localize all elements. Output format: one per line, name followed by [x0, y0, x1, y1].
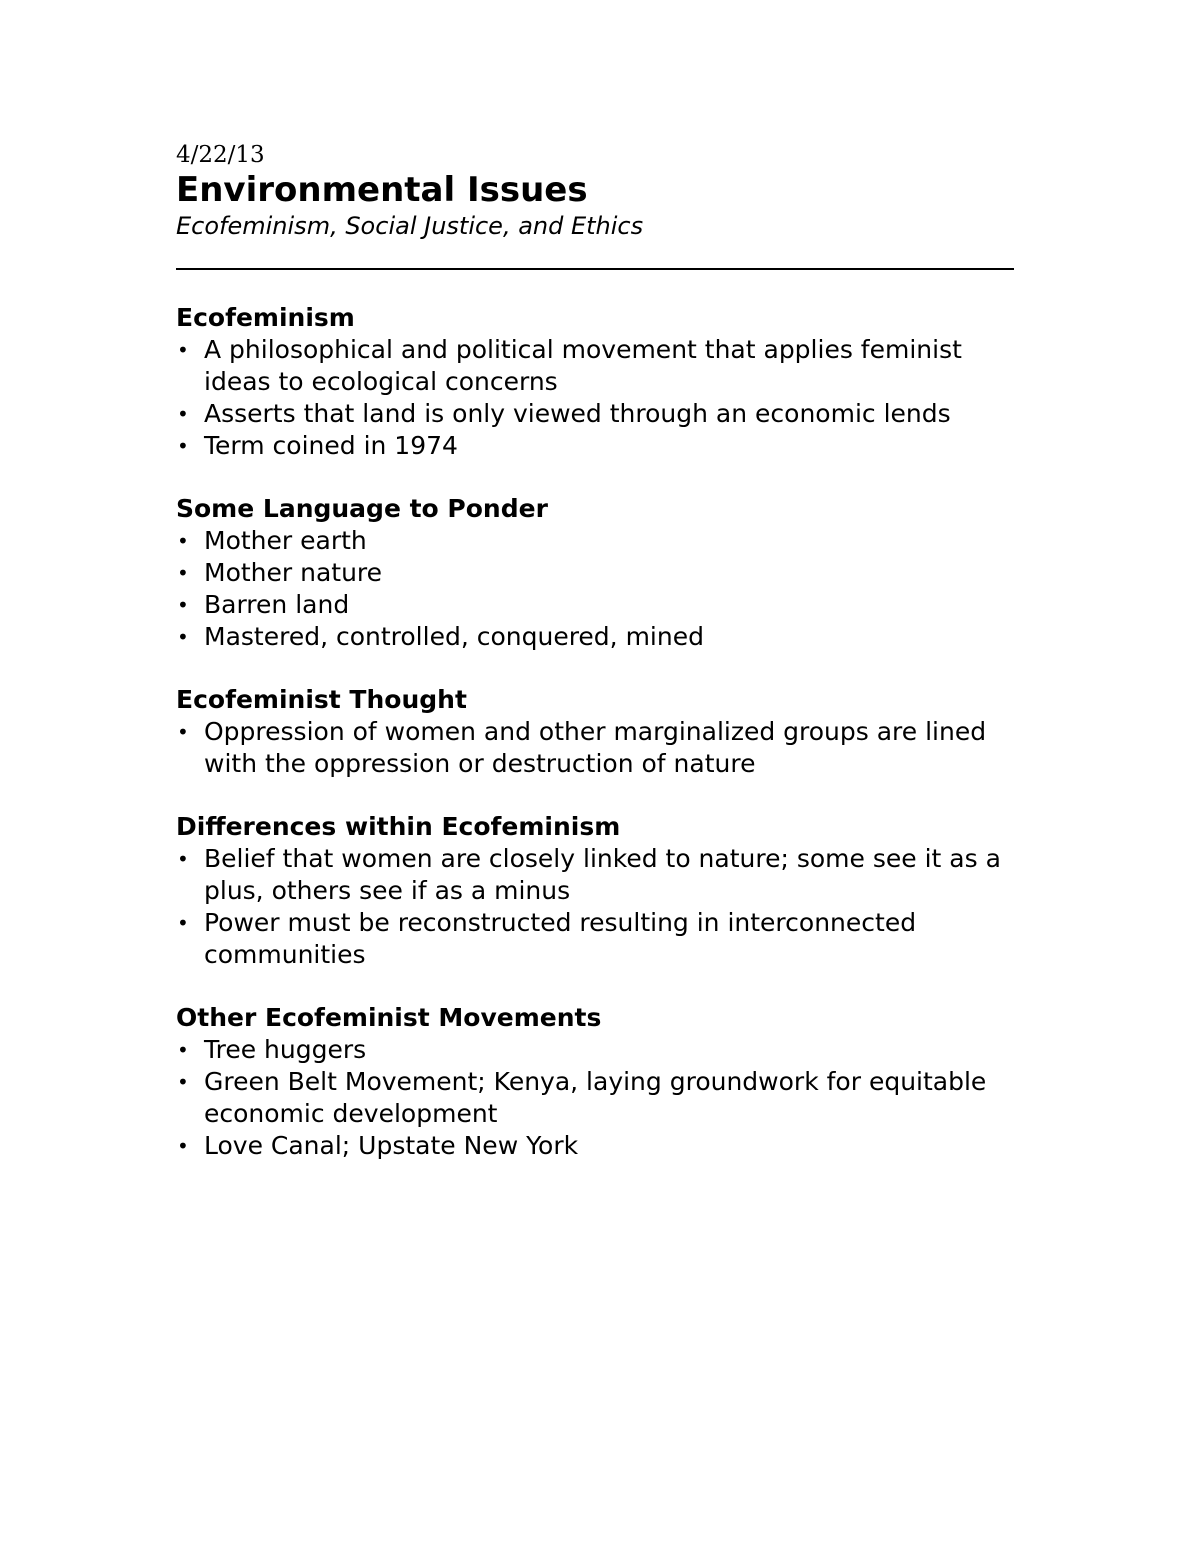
- list-item: [176, 334, 1024, 398]
- list-item: [176, 907, 1024, 971]
- document-subtitle: Ecofeminism, Social Justice, and Ethics: [176, 212, 644, 240]
- list-item-text: A philosophical and political movement that applies feminist ideas to ecological concerns: [204, 335, 962, 396]
- list-item-text: Tree huggers: [204, 1035, 367, 1064]
- document-page: [176, 140, 1036, 1193]
- list-item: [176, 716, 1024, 780]
- list-item: [176, 589, 1024, 621]
- list-item: [176, 1034, 1024, 1066]
- bullet-list: [176, 525, 1036, 653]
- section-other-ecofeminist-movements: [176, 1002, 1036, 1162]
- list-item-text: Love Canal; Upstate New York: [204, 1131, 579, 1160]
- list-item: [176, 1066, 1024, 1130]
- bullet-list: [176, 716, 1036, 780]
- list-item: [176, 525, 1024, 557]
- bullet-icon: •: [177, 434, 189, 458]
- section-ecofeminist-thought: [176, 684, 1036, 780]
- list-item-text: Belief that women are closely linked to nature; some see it as a plus, others see if as a minus: [204, 844, 1001, 905]
- bullet-icon: •: [177, 338, 189, 362]
- title-divider: [176, 268, 1014, 270]
- bullet-list: [176, 334, 1036, 462]
- list-item-text: Term coined in 1974: [204, 431, 458, 460]
- document-title: Environmental Issues: [176, 170, 588, 210]
- bullet-icon: •: [177, 625, 189, 649]
- bullet-icon: •: [177, 561, 189, 585]
- bullet-list: [176, 843, 1036, 971]
- section-language-to-ponder: [176, 493, 1036, 653]
- section-heading: Ecofeminism: [176, 303, 355, 332]
- bullet-icon: •: [177, 720, 189, 744]
- section-ecofeminism: [176, 302, 1036, 462]
- list-item-text: Oppression of women and other marginalized groups are lined with the oppression or destruction of nature: [204, 717, 987, 778]
- list-item: [176, 1130, 1024, 1162]
- bullet-icon: •: [177, 1038, 189, 1062]
- bullet-icon: •: [177, 911, 189, 935]
- list-item-text: Green Belt Movement; Kenya, laying groundwork for equitable economic development: [204, 1067, 987, 1128]
- bullet-icon: •: [177, 402, 189, 426]
- bullet-list: [176, 1034, 1036, 1162]
- list-item: [176, 398, 1024, 430]
- section-heading: Other Ecofeminist Movements: [176, 1003, 602, 1032]
- list-item: [176, 621, 1024, 653]
- list-item-text: Mastered, controlled, conquered, mined: [204, 622, 704, 651]
- list-item-text: Mother nature: [204, 558, 383, 587]
- document-date: 4/22/13: [176, 142, 265, 168]
- list-item: [176, 557, 1024, 589]
- list-item-text: Barren land: [204, 590, 350, 619]
- bullet-icon: •: [177, 1134, 189, 1158]
- bullet-icon: •: [177, 1070, 189, 1094]
- list-item-text: Power must be reconstructed resulting in interconnected communities: [204, 908, 917, 969]
- list-item: [176, 430, 1024, 462]
- list-item-text: Asserts that land is only viewed through an economic lends: [204, 399, 951, 428]
- section-heading: Ecofeminist Thought: [176, 685, 467, 714]
- bullet-icon: •: [177, 847, 189, 871]
- bullet-icon: •: [177, 593, 189, 617]
- bullet-icon: •: [177, 529, 189, 553]
- section-heading: Differences within Ecofeminism: [176, 812, 621, 841]
- section-differences-within-ecofeminism: [176, 811, 1036, 971]
- section-heading: Some Language to Ponder: [176, 494, 548, 523]
- list-item-text: Mother earth: [204, 526, 367, 555]
- list-item: [176, 843, 1024, 907]
